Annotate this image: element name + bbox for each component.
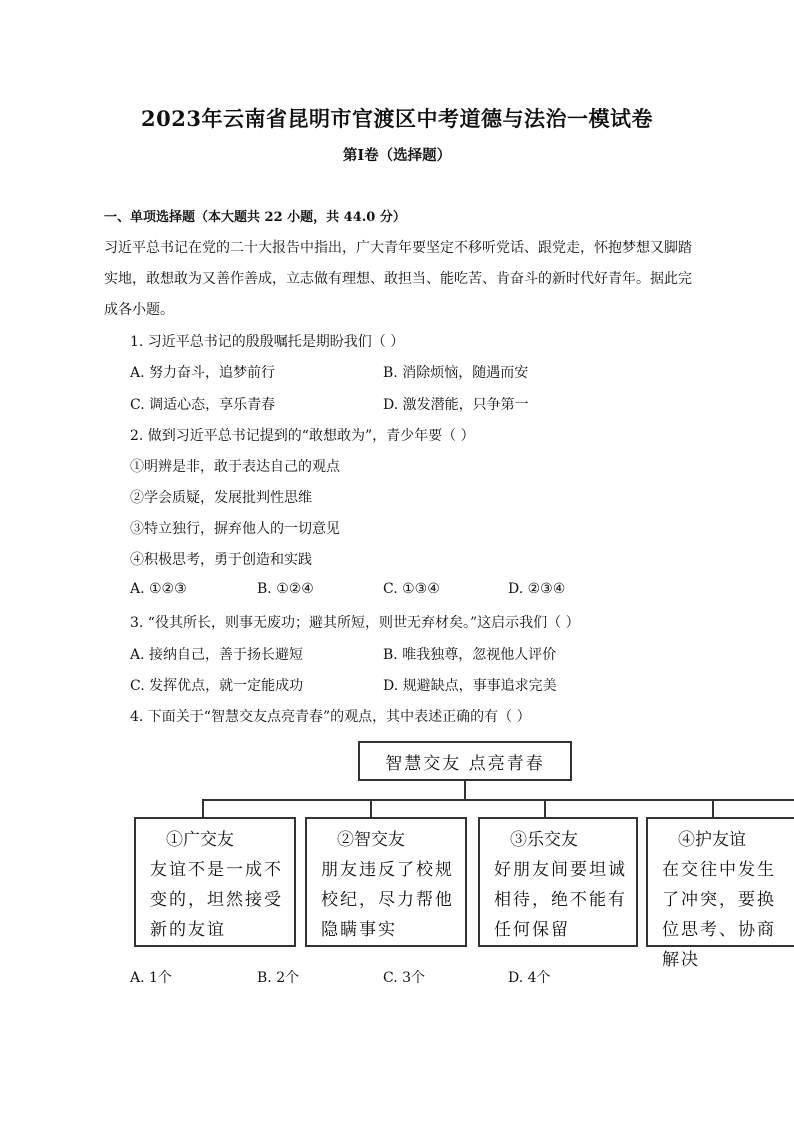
diagram-branch-line (202, 799, 794, 801)
diagram-connector (464, 781, 466, 799)
question-2-statement-1: ①明辨是非，敢于表达自己的观点 (130, 459, 340, 475)
diagram-connector (370, 799, 372, 817)
card-title: ②智交友 (337, 830, 405, 850)
question-4-option-c: C. 3个 (383, 970, 426, 986)
diagram-card-1 (134, 817, 296, 947)
question-2-statement-3: ③特立独行，摒弃他人的一切意见 (130, 521, 340, 537)
card-text: 在交往中发生了冲突，要换位思考、协商解决 (662, 860, 776, 970)
card-text: 友谊不是一成不变的，坦然接受新的友谊 (150, 860, 283, 940)
intro-line-2: 实地，敢想敢为又善作善成，立志做有理想、敢担当、能吃苦、肯奋斗的新时代好青年。据此完 (104, 271, 692, 287)
page-title: 2023年云南省昆明市官渡区中考道德与法治一模试卷 (141, 106, 653, 131)
card-text: 朋友违反了校规校纪，尽力帮他隐瞒事实 (321, 860, 454, 940)
question-4-option-b: B. 2个 (257, 970, 300, 986)
diagram-connector (202, 799, 204, 817)
question-4-option-a: A. 1个 (130, 970, 172, 986)
question-3-option-a: A. 接纳自己，善于扬长避短 (130, 647, 304, 663)
question-1-option-c: C. 调适心态，享乐青春 (130, 397, 276, 413)
question-3-stem: 3. “役其所长，则事无废功；避其所短，则世无弃材矣。”这启示我们（ ） (130, 615, 580, 631)
question-2-statement-4: ④积极思考，勇于创造和实践 (130, 552, 312, 568)
question-3-option-d: D. 规避缺点，事事追求完美 (383, 678, 557, 694)
question-1-stem: 1. 习近平总书记的殷殷嘱托是期盼我们（ ） (130, 334, 405, 350)
page-subtitle: 第I卷（选择题） (342, 147, 452, 164)
question-3-option-b: B. 唯我独尊，忽视他人评价 (383, 647, 557, 663)
diagram-connector (712, 799, 714, 817)
question-2-option-d: D. ②③④ (508, 581, 566, 597)
diagram-card-2 (305, 817, 467, 947)
diagram-card-4 (646, 817, 794, 970)
card-text: 好朋友间要坦诚相待，绝不能有任何保留 (494, 860, 627, 940)
diagram-top-box: 智慧交友 点亮青春 (358, 741, 572, 781)
question-3-option-c: C. 发挥优点，就一定能成功 (130, 678, 304, 694)
question-2-option-c: C. ①③④ (383, 581, 440, 597)
question-2-stem: 2. 做到习近平总书记提到的“敢想敢为”，青少年要（ ） (130, 428, 475, 444)
intro-line-3: 成各小题。 (104, 302, 174, 318)
question-2-statement-2: ②学会质疑，发展批判性思维 (130, 490, 312, 506)
card-title: ③乐交友 (510, 830, 578, 850)
question-1-option-a: A. 努力奋斗，追梦前行 (130, 365, 276, 381)
question-1-option-b: B. 消除烦恼，随遇而安 (383, 365, 529, 381)
question-2-option-a: A. ①②③ (130, 581, 187, 597)
question-2-option-b: B. ①②④ (257, 581, 314, 597)
question-4-stem: 4. 下面关于“智慧交友点亮青春”的观点，其中表述正确的有（ ） (130, 709, 531, 725)
intro-line-1: 习近平总书记在党的二十大报告中指出，广大青年要坚定不移听党话、跟党走，怀抱梦想又脚踏 (104, 240, 692, 256)
card-title: ④护友谊 (678, 830, 746, 850)
diagram-card-3 (478, 817, 638, 947)
question-1-option-d: D. 激发潜能，只争第一 (383, 397, 529, 413)
question-4-option-d: D. 4个 (508, 970, 551, 986)
friendship-diagram (0, 735, 794, 970)
section-heading: 一、单项选择题（本大题共 22 小题，共 44.0 分） (104, 210, 406, 225)
diagram-connector (544, 799, 546, 817)
card-title: ①广交友 (166, 830, 234, 850)
